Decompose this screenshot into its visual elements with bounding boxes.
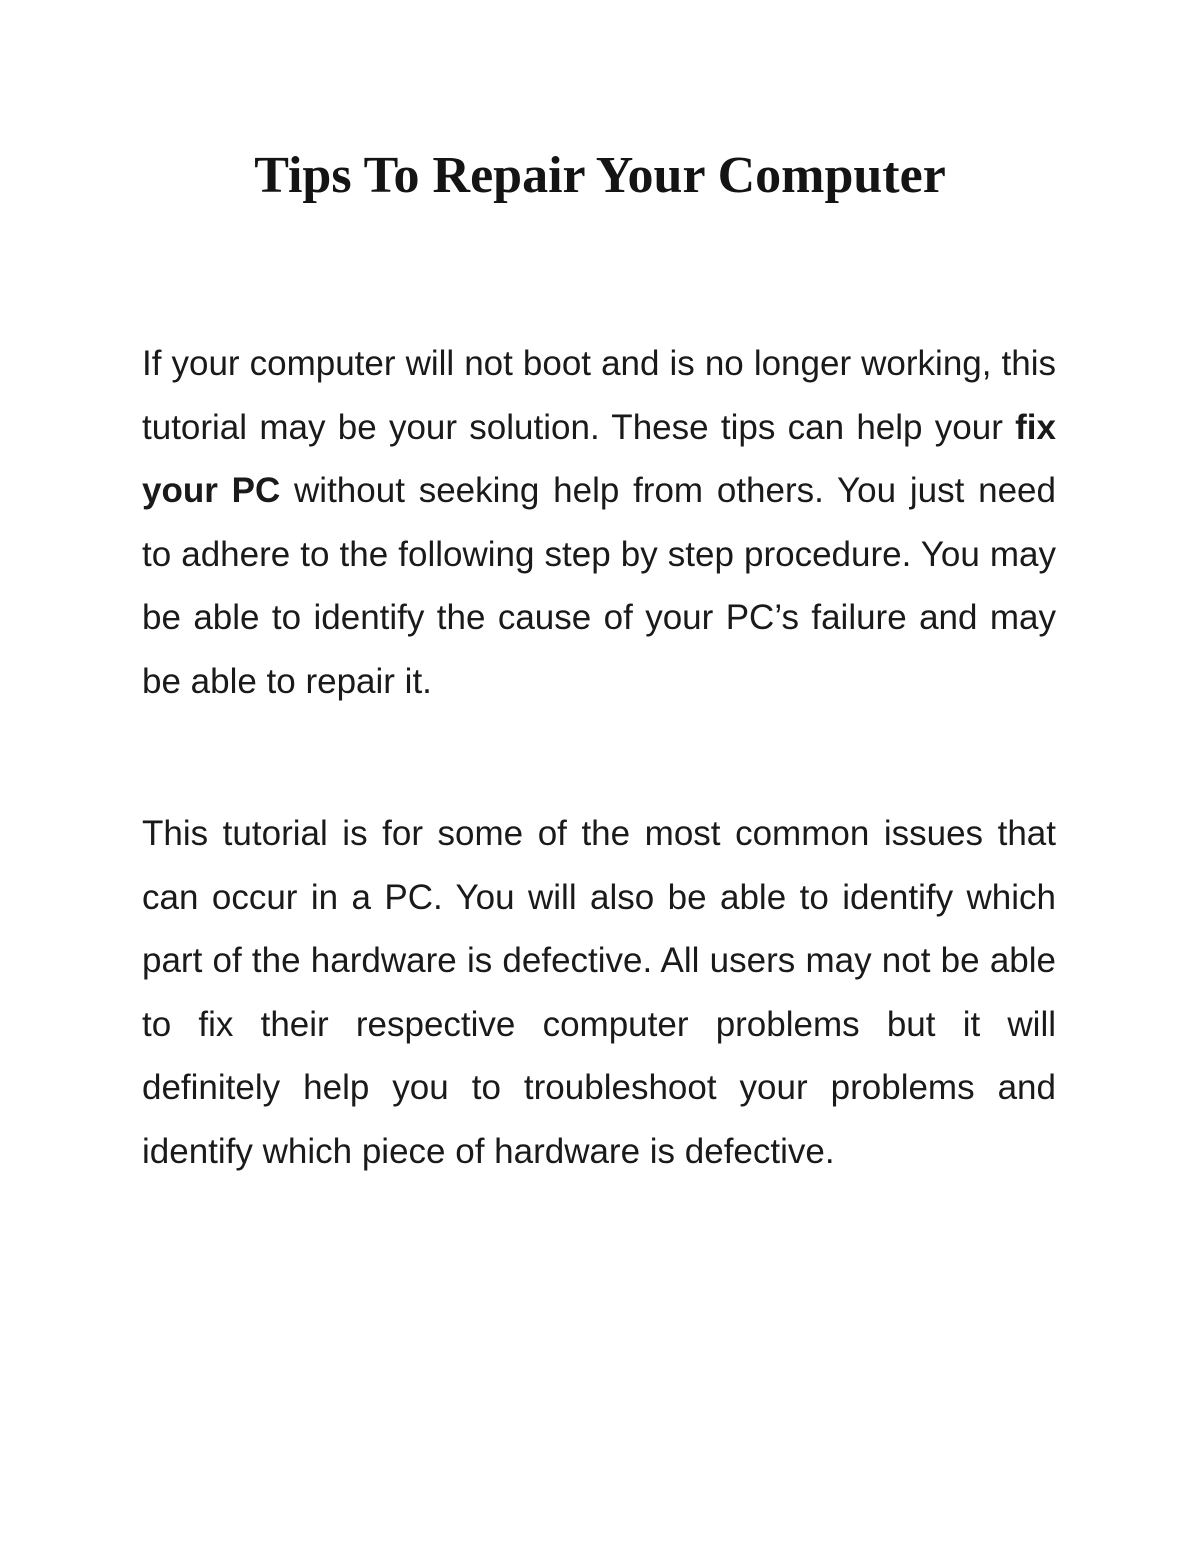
bold-phrase: fix your PC	[142, 407, 1056, 510]
paragraph-1-text-end: without seeking help from others. You just need to adhere to the following step by step procedure. You may be able to identify the cause of your PC’s failure and may be able to repair it.	[142, 471, 1056, 701]
paragraph-1-text-start: If your computer will not boot and is no longer working, this tutorial may be your solution. These tips can help your	[142, 344, 1056, 447]
paragraph-1	[142, 332, 1056, 713]
document-title: Tips To Repair Your Computer	[254, 147, 946, 204]
paragraph-2-text: This tutorial is for some of the most common issues that can occur in a PC. You will also be able to identify which part of the hardware is defective. All users may not be able to fix their respective computer problems but it will definitely help you to troubleshoot your problems and identify which piece of hardware is defective.	[142, 814, 1056, 1171]
paragraph-2	[142, 802, 1056, 1183]
